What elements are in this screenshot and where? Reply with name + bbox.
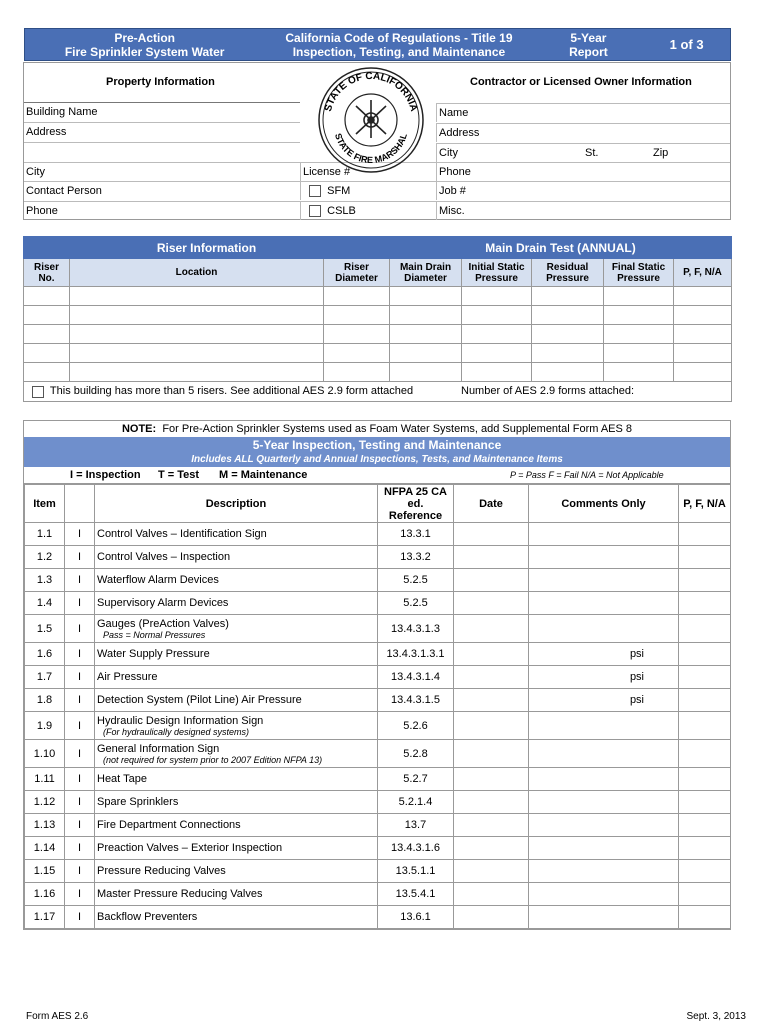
col-pfna: P, F, N/A: [674, 259, 732, 287]
date-cell[interactable]: [454, 615, 529, 643]
date-cell[interactable]: [454, 883, 529, 906]
col-item: Item: [25, 485, 65, 523]
item-reference: 5.2.1.4: [378, 791, 454, 814]
contractor-phone-label: Phone: [439, 166, 471, 178]
date-cell[interactable]: [454, 546, 529, 569]
item-number: 1.4: [25, 592, 65, 615]
item-type: I: [65, 814, 95, 837]
date-cell[interactable]: [454, 689, 529, 712]
date-cell[interactable]: [454, 740, 529, 768]
col-result: P, F, N/A: [679, 485, 731, 523]
riser-row[interactable]: [24, 363, 732, 382]
item-number: 1.17: [25, 906, 65, 929]
comments-cell[interactable]: [529, 546, 679, 569]
date-cell[interactable]: [454, 666, 529, 689]
regulation-title: [264, 31, 533, 59]
item-type: I: [65, 837, 95, 860]
item-description: Control Valves – Identification Sign: [95, 523, 378, 546]
item-description: Master Pressure Reducing Valves: [95, 883, 378, 906]
item-type: I: [65, 689, 95, 712]
table-row: [25, 814, 731, 837]
result-cell[interactable]: [679, 883, 731, 906]
foam-note: [24, 421, 730, 437]
result-cell[interactable]: [679, 569, 731, 592]
contractor-city-field[interactable]: [436, 143, 730, 162]
property-phone-field[interactable]: [24, 201, 300, 220]
contact-person-field[interactable]: [24, 181, 300, 200]
sfm-checkbox[interactable]: [309, 185, 321, 197]
report-type-line1: 5-Year: [570, 30, 607, 45]
unit-label: psi: [629, 694, 644, 706]
item-number: 1.5: [25, 615, 65, 643]
item-description: Preaction Valves – Exterior Inspection: [95, 837, 378, 860]
table-row: [25, 643, 731, 666]
item-number: 1.2: [25, 546, 65, 569]
item-number: 1.3: [25, 569, 65, 592]
seal-top-text: STATE OF CALIFORNIA: [322, 70, 420, 113]
table-row: [25, 666, 731, 689]
date-cell[interactable]: [454, 643, 529, 666]
main-drain-title: Main Drain Test (ANNUAL): [390, 237, 732, 259]
legend-test: T = Test: [158, 469, 200, 481]
property-city-field[interactable]: [24, 162, 300, 181]
table-row: [25, 906, 731, 929]
legend-inspection: I = Inspection: [70, 469, 141, 481]
table-row: [25, 569, 731, 592]
table-row: [25, 837, 731, 860]
item-description: Waterflow Alarm Devices: [95, 569, 378, 592]
result-cell[interactable]: [679, 615, 731, 643]
table-row: [25, 883, 731, 906]
sfm-label: SFM: [327, 185, 351, 197]
date-cell[interactable]: [454, 712, 529, 740]
riser-table: [23, 236, 732, 402]
table-row: [25, 791, 731, 814]
item-reference: 5.2.7: [378, 768, 454, 791]
comments-cell[interactable]: [529, 860, 679, 883]
item-type: I: [65, 523, 95, 546]
comments-cell[interactable]: [529, 615, 679, 643]
date-cell[interactable]: [454, 860, 529, 883]
date-cell[interactable]: [454, 768, 529, 791]
contractor-city-label: City: [439, 147, 458, 159]
contractor-address-label: Address: [439, 127, 480, 139]
result-cell[interactable]: [679, 592, 731, 615]
legend-maintenance: M = Maintenance: [219, 469, 308, 481]
license-label: License #: [303, 166, 351, 178]
comments-cell[interactable]: [529, 569, 679, 592]
item-reference: 13.4.3.1.6: [378, 837, 454, 860]
item-description: Hydraulic Design Information Sign (For hydraulically designed systems): [95, 712, 378, 740]
item-number: 1.14: [25, 837, 65, 860]
item-description: Heat Tape: [95, 768, 378, 791]
comments-cell[interactable]: [529, 740, 679, 768]
item-type: I: [65, 615, 95, 643]
item-number: 1.12: [25, 791, 65, 814]
col-location: Location: [70, 259, 324, 287]
comments-cell[interactable]: [529, 906, 679, 929]
item-reference: 5.2.8: [378, 740, 454, 768]
more-risers-label: This building has more than 5 risers. See additional AES 2.9 form attached: [49, 385, 414, 398]
contractor-heading: Contractor or Licensed Owner Information: [470, 76, 692, 88]
property-address-label: Address: [26, 126, 67, 138]
item-type: I: [65, 666, 95, 689]
col-comments: Comments Only: [529, 485, 679, 523]
riser-row[interactable]: [24, 306, 732, 325]
item-type: I: [65, 906, 95, 929]
item-description: Water Supply Pressure: [95, 643, 378, 666]
unit-label: psi: [629, 648, 644, 660]
col-type: [65, 485, 95, 523]
misc-label: Misc.: [439, 205, 465, 217]
page-number: 1 of 3: [669, 36, 704, 52]
report-type-line2: Report: [569, 44, 608, 59]
form-type-line1: Pre-Action: [114, 30, 175, 45]
col-description: Description: [95, 485, 378, 523]
result-cell[interactable]: [679, 643, 731, 666]
property-address-field[interactable]: [24, 122, 300, 141]
item-reference: 5.2.5: [378, 569, 454, 592]
riser-info-title: Riser Information: [24, 237, 390, 259]
table-row: [25, 860, 731, 883]
item-reference: 13.6.1: [378, 906, 454, 929]
item-description: Spare Sprinklers: [95, 791, 378, 814]
item-number: 1.1: [25, 523, 65, 546]
comments-cell[interactable]: [529, 791, 679, 814]
contractor-zip-label: Zip: [653, 147, 669, 159]
building-name-label: Building Name: [26, 106, 98, 118]
item-type: I: [65, 569, 95, 592]
riser-row[interactable]: [24, 344, 732, 363]
regulation-line1: California Code of Regulations - Title 19: [285, 30, 513, 45]
table-row: [25, 523, 731, 546]
col-reference: NFPA 25 CA ed. Reference: [378, 485, 454, 523]
item-number: 1.8: [25, 689, 65, 712]
item-reference: 13.4.3.1.3.1: [378, 643, 454, 666]
item-reference: 5.2.5: [378, 592, 454, 615]
date-cell[interactable]: [454, 791, 529, 814]
col-initial-static: Initial Static Pressure: [462, 259, 532, 287]
item-type: I: [65, 546, 95, 569]
fire-emblem-icon: [356, 100, 386, 138]
item-number: 1.10: [25, 740, 65, 768]
item-type: I: [65, 860, 95, 883]
unit-label: psi: [629, 671, 644, 683]
date-cell[interactable]: [454, 814, 529, 837]
date-cell[interactable]: [454, 592, 529, 615]
result-cell[interactable]: [679, 546, 731, 569]
table-row: [25, 740, 731, 768]
date-cell[interactable]: [454, 523, 529, 546]
forms-attached-label: Number of AES 2.9 forms attached:: [461, 385, 635, 398]
item-type: I: [65, 768, 95, 791]
sfm-option[interactable]: [300, 181, 436, 200]
result-cell[interactable]: [679, 523, 731, 546]
contractor-name-field[interactable]: [436, 103, 730, 122]
comments-cell[interactable]: [529, 768, 679, 791]
comments-cell[interactable]: [529, 523, 679, 546]
comments-cell[interactable]: [529, 643, 679, 666]
comments-cell[interactable]: [529, 712, 679, 740]
item-number: 1.11: [25, 768, 65, 791]
item-type: I: [65, 592, 95, 615]
item-description: Detection System (Pilot Line) Air Pressure: [95, 689, 378, 712]
result-cell[interactable]: [679, 906, 731, 929]
item-type: I: [65, 712, 95, 740]
item-reference: 13.3.1: [378, 523, 454, 546]
state-fire-marshal-seal: [316, 66, 426, 174]
regulation-line2: Inspection, Testing, and Maintenance: [292, 44, 506, 59]
riser-section: [23, 236, 731, 404]
contractor-name-label: Name: [439, 107, 469, 119]
comments-cell[interactable]: [529, 814, 679, 837]
col-riser-no: Riser No.: [24, 259, 70, 287]
contractor-phone-field[interactable]: [436, 162, 730, 181]
col-residual: Residual Pressure: [532, 259, 604, 287]
col-final-static: Final Static Pressure: [604, 259, 674, 287]
comments-cell[interactable]: [529, 592, 679, 615]
more-risers-checkbox[interactable]: [32, 386, 44, 398]
table-row: [25, 712, 731, 740]
misc-field[interactable]: [436, 201, 730, 220]
property-address-line2[interactable]: [24, 142, 300, 161]
table-row: [25, 592, 731, 615]
result-cell[interactable]: [679, 860, 731, 883]
form-header: [24, 28, 731, 61]
item-description: Control Valves – Inspection: [95, 546, 378, 569]
inspection-title: 5-Year Inspection, Testing and Maintenance: [24, 437, 730, 453]
inspection-subtitle: Includes ALL Quarterly and Annual Inspections, Tests, and Maintenance Items: [24, 453, 730, 467]
col-main-drain-diameter: Main Drain Diameter: [390, 259, 462, 287]
legend-pass-fail: P = Pass F = Fail N/A = Not Applicable: [510, 470, 664, 480]
contact-person-label: Contact Person: [26, 185, 102, 197]
job-number-field[interactable]: [436, 181, 730, 200]
item-description: General Information Sign (not required for system prior to 2007 Edition NFPA 13): [95, 740, 378, 768]
item-reference: 13.3.2: [378, 546, 454, 569]
item-reference: 13.4.3.1.5: [378, 689, 454, 712]
item-description: Gauges (PreAction Valves) Pass = Normal Pressures: [95, 615, 378, 643]
item-type: I: [65, 643, 95, 666]
item-description: Pressure Reducing Valves: [95, 860, 378, 883]
note-label: NOTE:: [121, 423, 157, 435]
comments-cell[interactable]: [529, 837, 679, 860]
item-reference: 13.5.1.1: [378, 860, 454, 883]
col-riser-diameter: Riser Diameter: [324, 259, 390, 287]
item-number: 1.15: [25, 860, 65, 883]
inspection-table: [24, 484, 731, 929]
inspection-section: [23, 420, 731, 930]
item-number: 1.16: [25, 883, 65, 906]
date-cell[interactable]: [454, 569, 529, 592]
item-reference: 5.2.6: [378, 712, 454, 740]
property-heading: Property Information: [106, 76, 215, 88]
riser-row[interactable]: [24, 287, 732, 306]
item-type: I: [65, 740, 95, 768]
item-note: (not required for system prior to 2007 Edition NFPA 13): [103, 754, 323, 765]
property-city-label: City: [26, 166, 45, 178]
item-reference: 13.4.3.1.4: [378, 666, 454, 689]
job-number-label: Job #: [439, 185, 466, 197]
item-reference: 13.7: [378, 814, 454, 837]
item-note: (For hydraulically designed systems): [103, 726, 250, 737]
result-cell[interactable]: [679, 740, 731, 768]
result-cell[interactable]: [679, 689, 731, 712]
cslb-option[interactable]: [300, 201, 436, 220]
item-number: 1.7: [25, 666, 65, 689]
cslb-label: CSLB: [327, 205, 356, 217]
property-phone-label: Phone: [26, 205, 58, 217]
result-cell[interactable]: [679, 814, 731, 837]
col-date: Date: [454, 485, 529, 523]
additional-risers-row: [24, 382, 732, 402]
date-cell[interactable]: [454, 837, 529, 860]
item-type: I: [65, 883, 95, 906]
item-type: I: [65, 791, 95, 814]
report-type: [534, 31, 644, 59]
comments-cell[interactable]: [529, 666, 679, 689]
item-description: Supervisory Alarm Devices: [95, 592, 378, 615]
legend-row: [24, 467, 730, 484]
table-row: [25, 546, 731, 569]
building-name-field[interactable]: [24, 102, 300, 121]
comments-cell[interactable]: [529, 883, 679, 906]
riser-row[interactable]: [24, 325, 732, 344]
cslb-checkbox[interactable]: [309, 205, 321, 217]
item-description: Air Pressure: [95, 666, 378, 689]
table-row: [25, 615, 731, 643]
item-number: 1.9: [25, 712, 65, 740]
seal-bottom-text: STATE FIRE MARSHAL: [332, 132, 410, 166]
table-row: [25, 689, 731, 712]
table-row: [25, 768, 731, 791]
date-cell[interactable]: [454, 906, 529, 929]
item-number: 1.13: [25, 814, 65, 837]
contractor-address-field[interactable]: [436, 123, 730, 142]
item-reference: 13.4.3.1.3: [378, 615, 454, 643]
result-cell[interactable]: [679, 791, 731, 814]
form-type: [25, 31, 264, 59]
result-cell[interactable]: [679, 837, 731, 860]
result-cell[interactable]: [679, 712, 731, 740]
note-text: For Pre-Action Sprinkler Systems used as Foam Water Systems, add Supplemental Form AES 8: [162, 423, 633, 435]
form-id: Form AES 2.6: [26, 1011, 89, 1022]
result-cell[interactable]: [679, 666, 731, 689]
comments-cell[interactable]: [529, 689, 679, 712]
item-description: Backflow Preventers: [95, 906, 378, 929]
contractor-state-label: St.: [585, 147, 599, 159]
form-date: Sept. 3, 2013: [686, 1011, 746, 1022]
result-cell[interactable]: [679, 768, 731, 791]
item-note: Pass = Normal Pressures: [103, 629, 206, 640]
form-type-line2: Fire Sprinkler System Water: [64, 44, 225, 59]
item-reference: 13.5.4.1: [378, 883, 454, 906]
item-number: 1.6: [25, 643, 65, 666]
item-description: Fire Department Connections: [95, 814, 378, 837]
